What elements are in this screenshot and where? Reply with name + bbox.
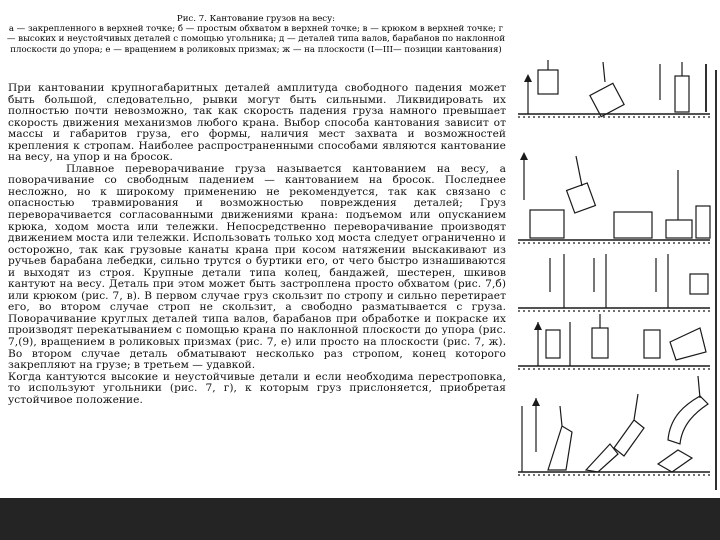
figure-panel-e (518, 376, 710, 475)
figure-panel-c (518, 254, 710, 311)
paragraph-1: При кантовании крупногабаритных деталей амплитуда свободного падения может быть большой, следовательно, рывки могут быть сильными. Ликвидировать их полностью почти невозможно, так как скорость падения груза намного превышает скорость движения механизмов любого крана. Выбор способа кантования зависит от массы и габаритов груза, его формы, наличия мест захвата и возможностей крепления к стропам. Наиболее распространенными способами являются кантование на весу, на упор и на бросок. (8, 82, 506, 164)
body-text (8, 83, 506, 406)
caption-legend: а — закрепленного в верхней точке; б — простым обхватом в верхней точке; в — крюком в верхней точке; г — высоких и неустойчивых деталей с помощью угольника; д — деталей типа валов, барабанов по наклонной плоскости до упора; е — вращением в роликовых призмах; ж — на плоскости (I—III— позиции кантования) (6, 24, 506, 55)
paragraph-2: Плавное переворачивание груза называется кантованием на весу, а поворачивание со свободным падением — кантованием на бросок. Последнее несложно, но к широкому применению не рекомендуется, так как связано с опасностью травмирования и возможностью повреждения деталей; Груз переворачивается согласованными движениями крана: подъемом или опусканием крюка, ходом моста или тележки. Непосредственно переворачивание производят движением моста или тележки. Использовать только ход моста следует ограниченно и осторожно, так как грузовые канаты крана при косом натяжении выскакивают из ручьев барабана лебедки, сильно трутся о буртики его, от чего быстро изнашиваются и выходят из строя. Крупные детали типа колец, бандажей, шестерен, шкивов кантуют на весу. Деталь при этом может быть застроплена просто обхватом (рис. 7,б) или крюком (рис. 7, в). В первом случае груз скользит по стропу и сильно перетирает его, во втором случае строп не скользит, а свободно разматывается с груза. Поворачивание круглых деталей типа валов, барабанов при обработке и покраске их производят перекатыванием с помощью крана по наклонной плоскости до упора (рис. 7,(9), вращением в роликовых призмах (рис. 7, е) или просто на плоскости (рис. 7, ж). Во втором случае деталь обматывают несколько раз стропом, конец которого закрепляют на грузе; в третьем — удавкой. (8, 162, 506, 372)
figure-7-illustration (510, 60, 718, 496)
figure-panel-d (518, 314, 710, 369)
caption-title: Рис. 7. Кантование грузов на весу: (176, 14, 336, 24)
figure-panel-a (518, 60, 710, 117)
paragraph-3: Когда кантуются высокие и неустойчивые детали и если необходима перестроповка, то используют угольники (рис. 7, г), к которым груз прислоняется, приобретая устойчивое положение. (8, 370, 506, 406)
slide-bottom-band (0, 498, 720, 540)
figure-panel-b (518, 152, 710, 243)
figure-caption (4, 14, 508, 55)
